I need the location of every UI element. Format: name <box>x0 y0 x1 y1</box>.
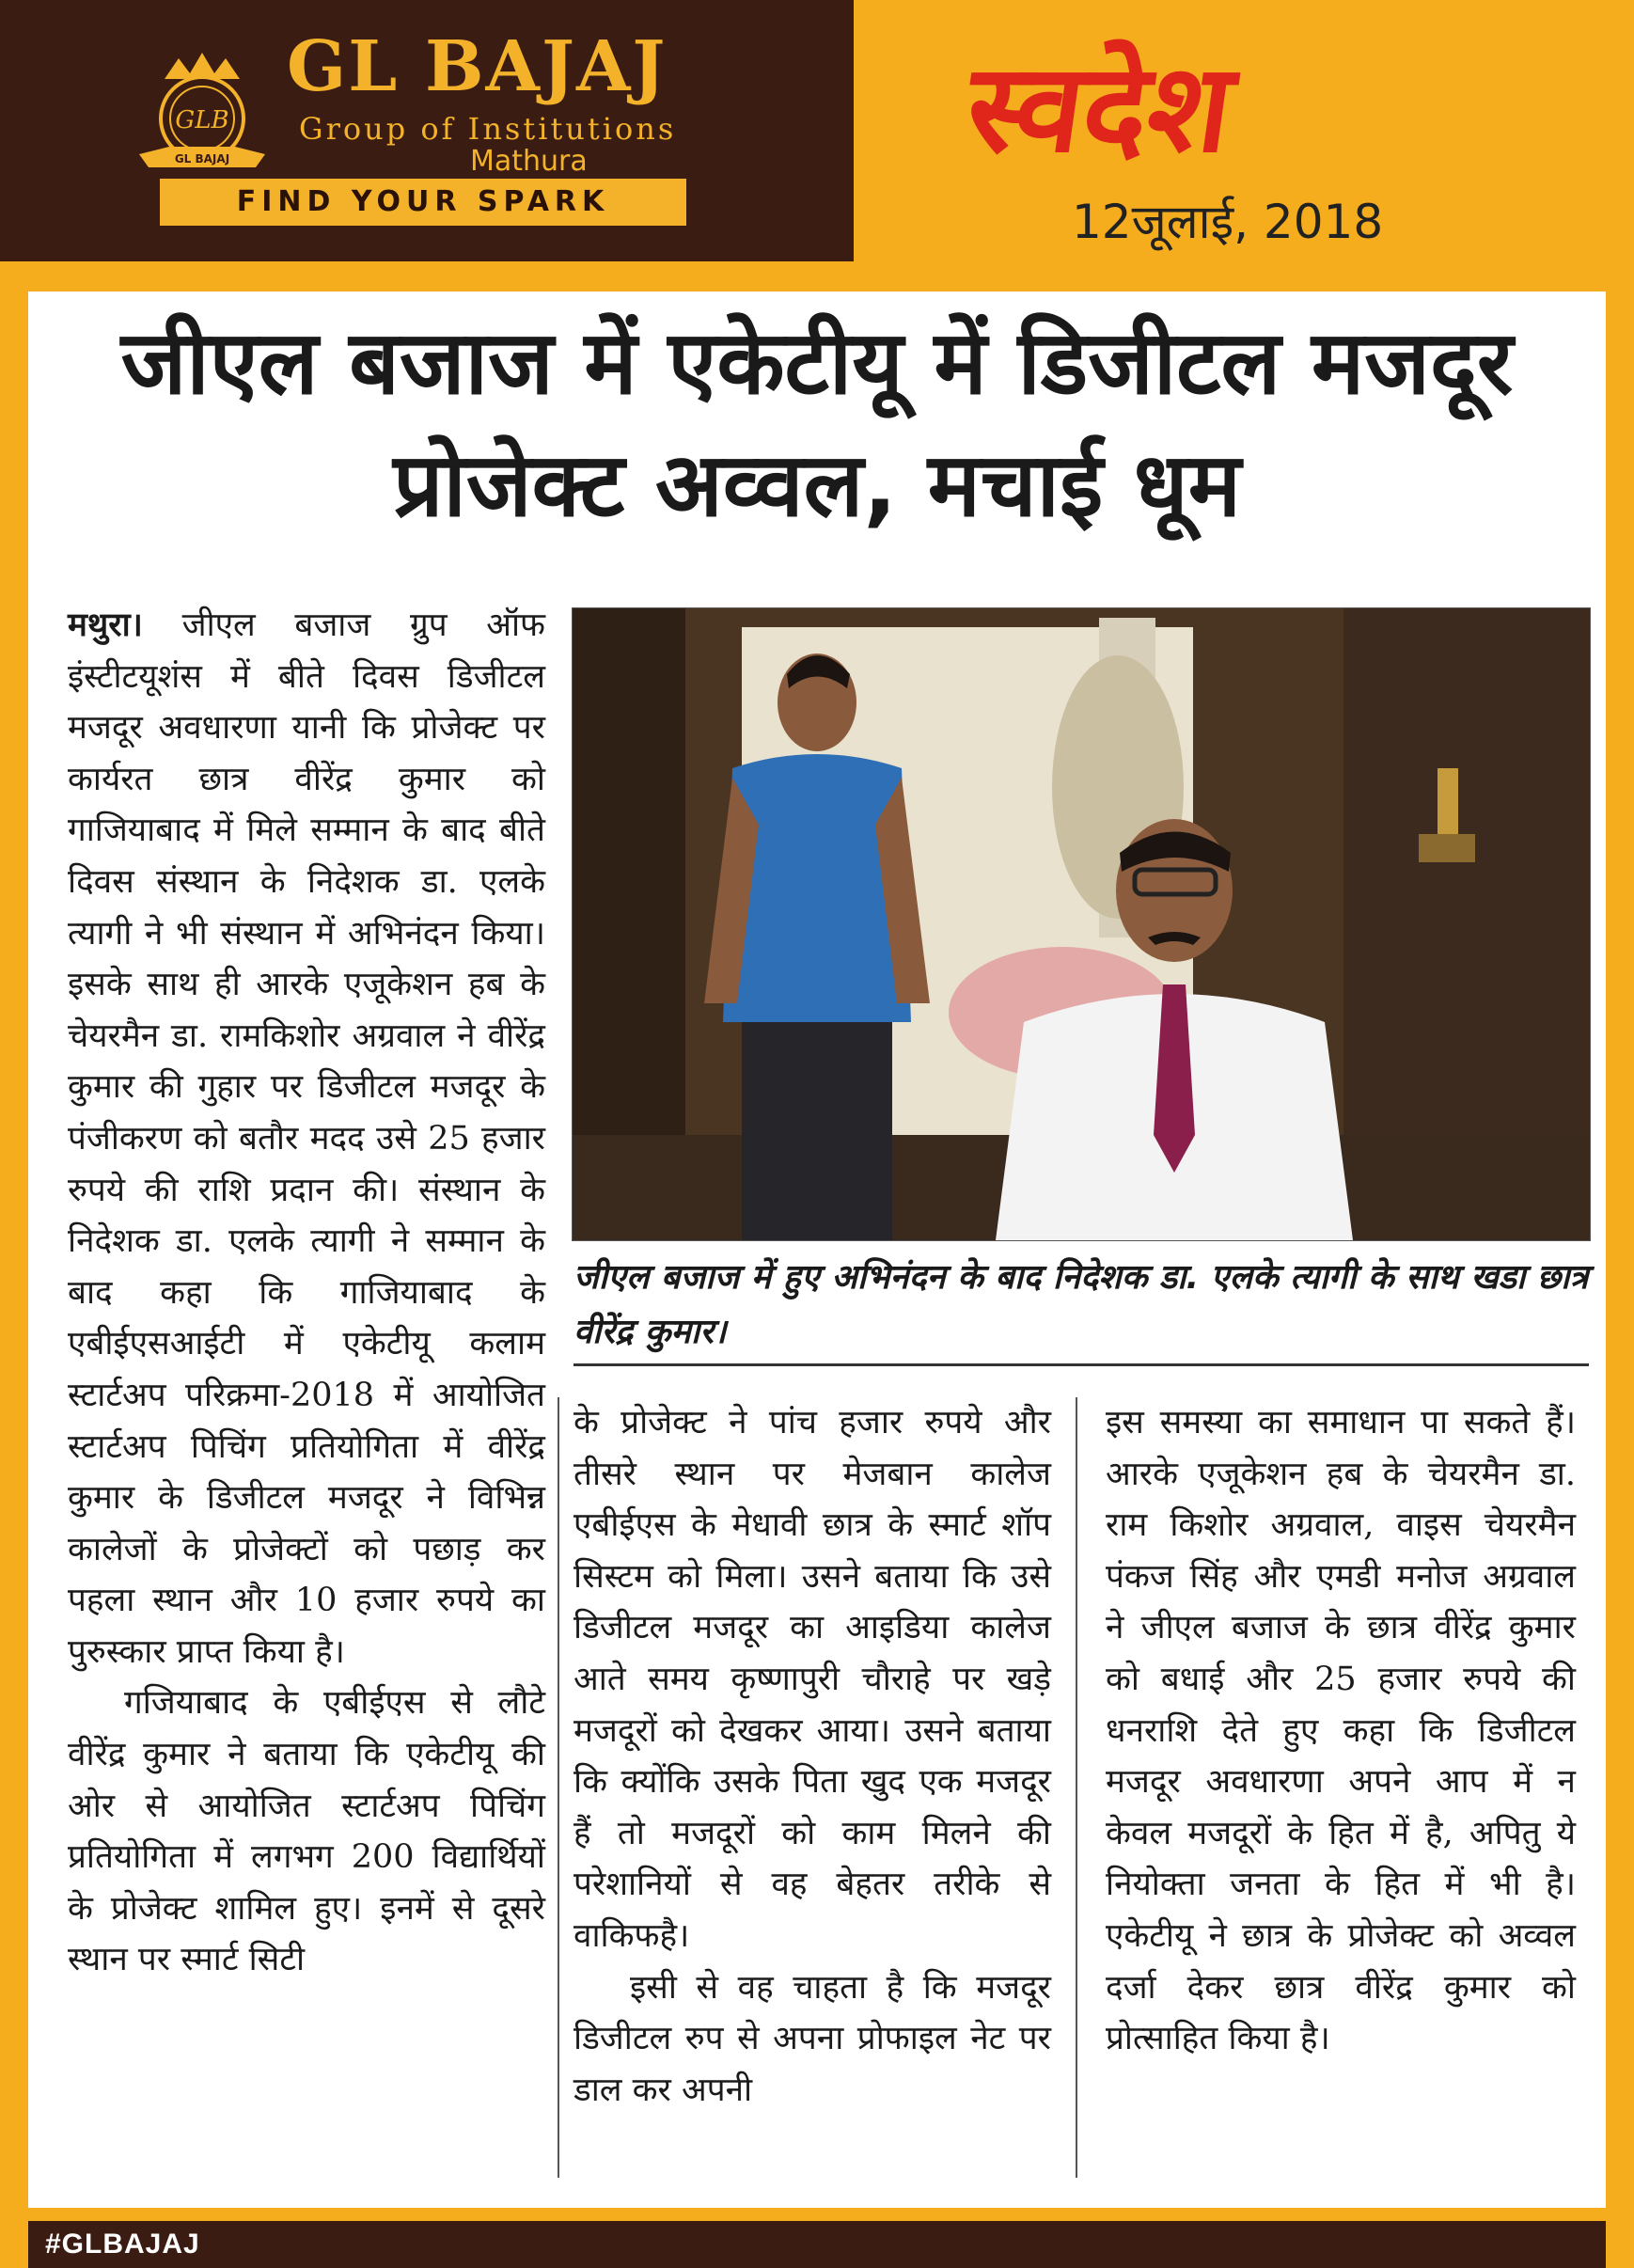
news-clipping <box>28 291 1606 2208</box>
tagline-banner <box>160 179 686 226</box>
article-column-2 <box>573 1397 1051 2116</box>
newspaper-date: 12जूलाई, 2018 <box>1072 195 1384 249</box>
news-photo <box>572 607 1591 1241</box>
article-paragraph <box>68 600 545 1677</box>
newspaper-masthead: स्वदेश <box>958 37 1242 180</box>
article-paragraph: इसी से वह चाहता है कि मजदूर डिजीटल रुप से अपना प्रोफाइल नेट पर डाल कर अपनी <box>573 1968 1051 2109</box>
brand-name: GL BAJAJ <box>287 26 668 107</box>
photo-illustration <box>573 608 1590 1240</box>
caption-divider <box>573 1363 1589 1366</box>
article-paragraph: इस समस्या का समाधान पा सकते हैं। आरके एजूकेशन हब के चेयरमैन डा. राम किशोर अग्रवाल, वाइस चेयरमैन पंकज सिंह और एमडी मनोज अग्रवाल ने जीएल बजाज के छात्र वीरेंद्र कुमार को बधाई और 25 हजार रुपये की धनराशि देते हुए कहा कि डिजीटल मजदूर अवधारणा अपने आप में न केवल मजदूरों के हित में है, अपितु ये नियोक्ता जनता के हित में भी है। एकेटीयू ने छात्र के प्रोजेक्ट को अव्वल दर्जा देकर छात्र वीरेंद्र कुमार को प्रोत्साहित किया है। <box>1106 1404 1576 2058</box>
article-paragraph: गजियाबाद के एबीईएस से लौटे वीरेंद्र कुमार ने बताया कि एकेटीयू की ओर से आयोजित स्टार्टअप पिचिंग प्रतियोगिता में लगभग 200 विद्यार्थियों के प्रोजेक्ट शामिल हुए। इनमें से दूसरे स्थान पर स्मार्ट सिटी <box>68 1684 545 1979</box>
footer-bar <box>28 2221 1606 2268</box>
dateline: मथुरा। <box>68 606 143 644</box>
paragraph-text: जीएल बजाज ग्रुप ऑफ इंस्टीटयूशंस में बीते दिवस डिजीटल मजदूर अवधारणा यानी कि प्रोजेक्ट पर कार्यरत छात्र वीरेंद्र कुमार को गाजियाबाद में मिले सम्मान के बाद बीते दिवस संस्थान के निदेशक डा. एलके त्यागी ने भी संस्थान में अभिनंदन किया। इसके साथ ही आरके एजूकेशन हब के चेयरमैन डा. रामकिशोर अग्रवाल ने वीरेंद्र कुमार की गुहार पर डिजीटल मजदूर के पंजीकरण को बतौर मदद उसे 25 हजार रुपये की राशि प्रदान की। संस्थान के निदेशक डा. एलके त्यागी ने सम्मान के बाद कहा कि गाजियाबाद के एबीईएसआईटी में एकेटीयू कलाम स्टार्टअप परिक्रमा-2018 में आयोजित स्टार्टअप पिचिंग प्रतियोगिता में वीरेंद्र कुमार के डिजीटल मजदूर ने विभिन्न कालेजों के प्रोजेक्टों को पछाड़ कर पहला स्थान और 10 हजार रुपये का पुरुस्कार प्राप्त किया है। <box>68 606 545 1671</box>
gl-bajaj-seal-logo <box>132 41 273 182</box>
svg-text:GLB: GLB <box>175 106 229 134</box>
tagline-text: FIND YOUR SPARK <box>236 185 610 218</box>
column-divider <box>1076 1397 1077 2178</box>
brand-subtitle: Group of Institutions <box>299 111 677 147</box>
article-column-1 <box>68 600 545 1986</box>
footer-hashtag: #GLBAJAJ <box>45 2229 200 2260</box>
article-column-3 <box>1106 1397 1576 2065</box>
brand-city: Mathura <box>470 145 588 178</box>
headline-line-2: प्रोजेक्ट अव्वल, मचाई धूम <box>393 434 1241 537</box>
photo-caption: जीएल बजाज में हुए अभिनंदन के बाद निदेशक डा. एलके त्यागी के साथ खडा छात्र वीरेंद्र कुमार। <box>573 1258 1589 1351</box>
headline-line-1: जीएल बजाज में एकेटीयू में डिजीटल मजदूर <box>120 312 1514 415</box>
brand-header <box>0 0 854 261</box>
article-paragraph: के प्रोजेक्ट ने पांच हजार रुपये और तीसरे स्थान पर मेजबान कालेज एबीईएस के मेधावी छात्र के स्मार्ट शॉप सिस्टम को मिला। उसने बताया कि उसे डिजीटल मजदूर का आइडिया कालेज आते समय कृष्णापुरी चौराहे पर खड़े मजदूरों को देखकर आया। उसने बताया कि क्योंकि उसके पिता खुद एक मजदूर हैं तो मजदूरों को काम मिलने की परेशानियों से वह बेहतर तरीके से वाकिफहै। <box>573 1404 1051 1955</box>
column-divider <box>558 1397 559 2178</box>
svg-text:GL BAJAJ: GL BAJAJ <box>174 152 230 165</box>
